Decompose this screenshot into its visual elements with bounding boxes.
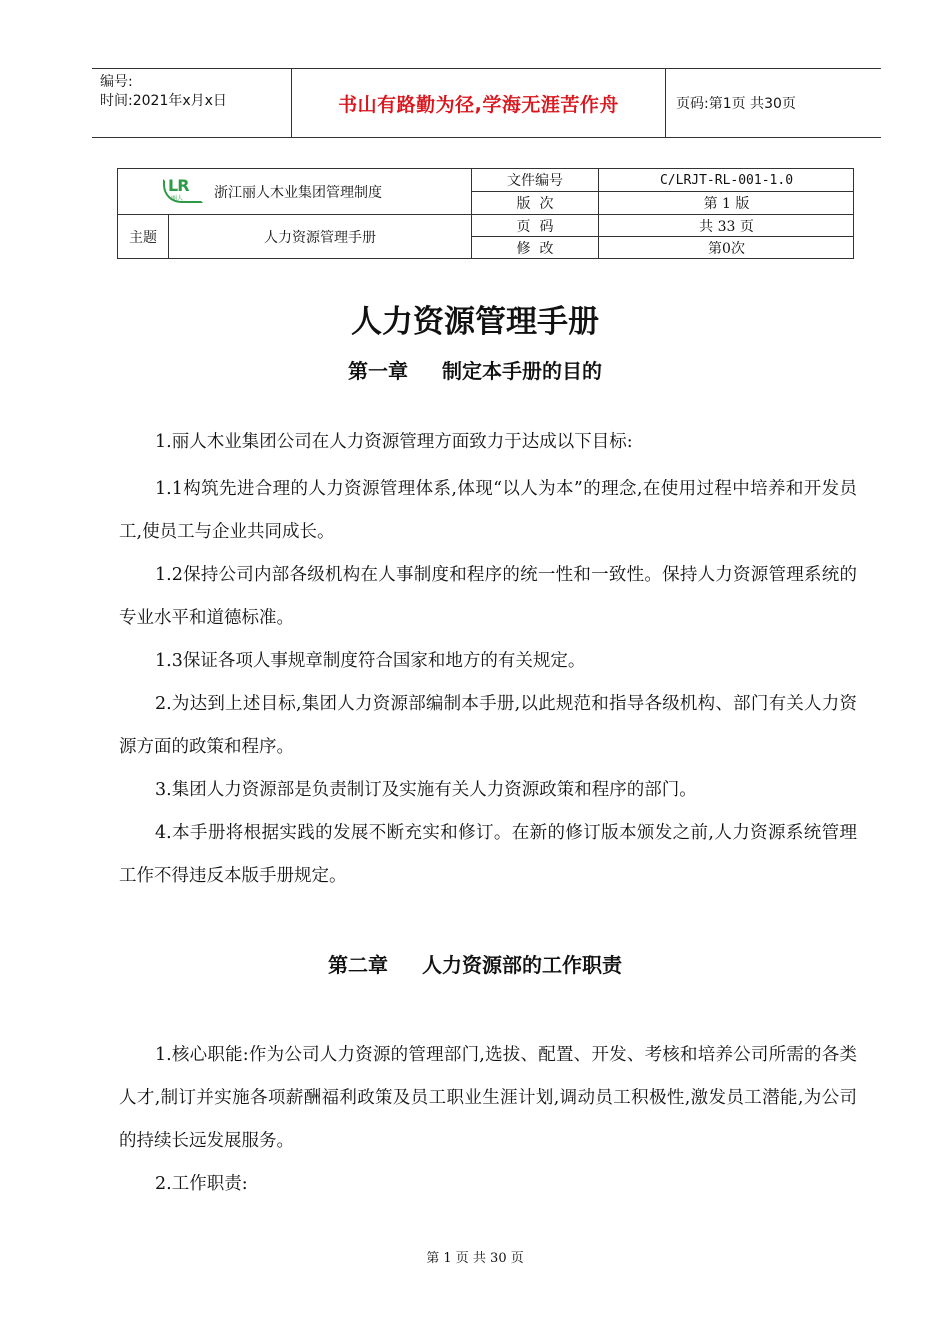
company-system-name: 浙江丽人木业集团管理制度	[214, 184, 382, 201]
header-meta	[100, 73, 290, 111]
table-row-label: 文件编号	[507, 173, 563, 189]
header-page-info: 页码:第1页 共30页	[676, 96, 796, 112]
paragraph: 3.集团人力资源部是负责制订及实施有关人力资源政策和程序的部门。	[155, 780, 697, 800]
chapter-title: 人力资源部的工作职责	[422, 953, 622, 977]
chapter-title: 制定本手册的目的	[442, 359, 602, 383]
table-row-value: 共 33 页	[699, 218, 754, 235]
document-control-table	[117, 168, 854, 259]
table-row-label: 版 次	[516, 196, 554, 212]
paragraph: 2.为达到上述目标,集团人力资源部编制本手册,以此规范和指导各级机构、部门有关人力资源方面的政策和程序。	[119, 694, 857, 757]
logo-subtext: 丽人	[171, 195, 184, 202]
chapter-heading	[0, 949, 950, 978]
header-divider	[665, 69, 666, 137]
company-logo	[162, 176, 202, 202]
time-label: 时间:2021年x月x日	[100, 93, 227, 109]
chapter-heading	[0, 355, 950, 384]
subject-value: 人力资源管理手册	[264, 229, 376, 246]
table-row-value: 第0次	[708, 241, 745, 257]
table-row-label: 修 改	[516, 241, 554, 257]
document-title: 人力资源管理手册	[351, 304, 599, 340]
paragraph: 1.丽人木业集团公司在人力资源管理方面致力于达成以下目标:	[155, 432, 633, 452]
paragraph: 1.核心职能:作为公司人力资源的管理部门,选拔、配置、开发、考核和培养公司所需的各类人才,制订并实施各项薪酬福利政策及员工职业生涯计划,调动员工积极性,激发员工潜能,为公司的持续长远发展服务。	[119, 1045, 857, 1151]
page-header	[92, 68, 881, 138]
table-row-value: C/LRJT-RL-001-1.0	[659, 172, 794, 188]
table-row-value: 第 1 版	[703, 196, 750, 212]
paragraph: 2.工作职责:	[155, 1174, 248, 1194]
logo-text: LR	[168, 176, 189, 195]
table-row-label: 页 码	[516, 218, 554, 235]
paragraph: 1.1构筑先进合理的人力资源管理体系,体现“以人为本”的理念,在使用过程中培养和开发员工,使员工与企业共同成长。	[119, 479, 857, 542]
chapter-number: 第二章	[328, 953, 388, 977]
paragraph: 1.2保持公司内部各级机构在人事制度和程序的统一性和一致性。保持人力资源管理系统的专业水平和道德标准。	[119, 565, 857, 628]
paragraph: 1.3保证各项人事规章制度符合国家和地方的有关规定。	[155, 651, 586, 671]
header-motto: 书山有路勤为径,学海无涯苦作舟	[338, 93, 619, 116]
page-footer: 第 1 页 共 30 页	[426, 1251, 524, 1266]
paragraph: 4.本手册将根据实践的发展不断充实和修订。在新的修订版本颁发之前,人力资源系统管理工作不得违反本版手册规定。	[119, 823, 857, 886]
chapter-number: 第一章	[348, 359, 408, 383]
subject-label: 主题	[129, 229, 157, 246]
number-label: 编号:	[100, 74, 133, 90]
